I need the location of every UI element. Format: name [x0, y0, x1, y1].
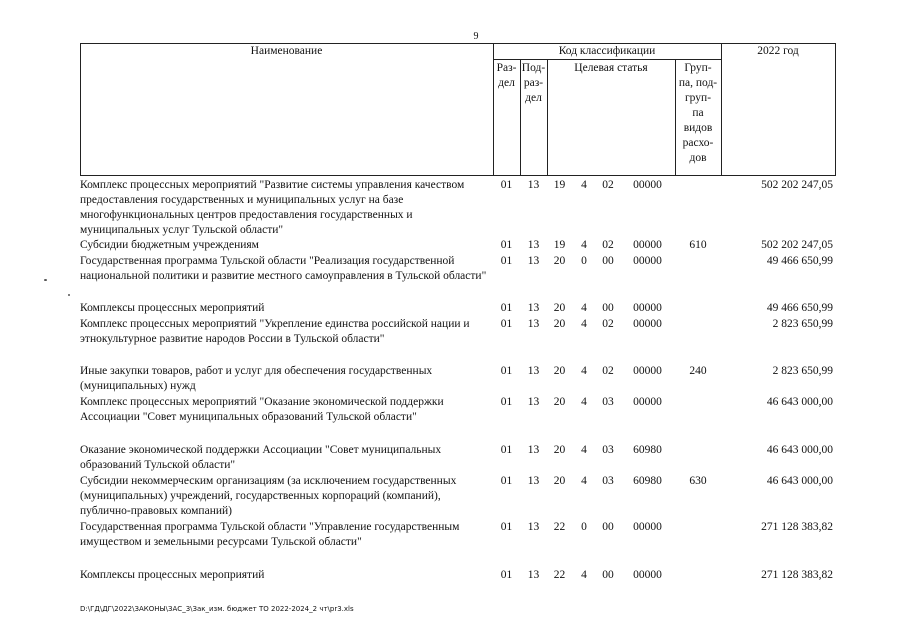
row-target-direction: 00000: [633, 239, 662, 251]
row-name: Комплексы процессных мероприятий: [80, 569, 265, 581]
row-amount: 502 202 247,05: [761, 239, 833, 251]
row-name: Государственная программа Тульской области "Реализация государственной национальной политики и развитие местного самоуправления в Тульской области": [80, 255, 487, 282]
row-target-type: 0: [581, 521, 587, 533]
row-amount: 271 128 383,82: [761, 521, 833, 533]
row-target-type: 0: [581, 255, 587, 267]
row-target-type: 4: [581, 569, 587, 581]
row-subsection: 13: [527, 302, 540, 314]
row-target-direction: 00000: [633, 255, 662, 267]
row-target-event: 03: [602, 396, 614, 408]
row-target-type: 4: [581, 318, 587, 330]
header-target-article: Целевая статья: [574, 62, 648, 74]
row-target-event: 00: [602, 302, 614, 314]
row-target-program: 20: [553, 255, 566, 267]
row-target-event: 02: [602, 239, 614, 251]
row-target-event: 03: [602, 475, 614, 487]
row-section: 01: [500, 569, 513, 581]
row-target-program: 20: [553, 444, 566, 456]
row-amount: 49 466 650,99: [766, 255, 833, 267]
row-target-direction: 00000: [633, 179, 662, 191]
row-amount: 46 643 000,00: [766, 475, 833, 487]
row-subsection: 13: [527, 475, 540, 487]
row-target-event: 02: [602, 318, 614, 330]
row-target-type: 4: [581, 365, 587, 377]
row-amount: 271 128 383,82: [761, 569, 833, 581]
row-target-type: 4: [581, 444, 587, 456]
scan-speck: [68, 294, 70, 296]
row-subsection: 13: [527, 444, 540, 456]
row-target-type: 4: [581, 396, 587, 408]
row-target-event: 02: [602, 179, 614, 191]
row-expense-group: 630: [689, 475, 707, 487]
row-expense-group: 610: [689, 239, 707, 251]
row-name: Оказание экономической поддержки Ассоциации "Совет муниципальных образований Тульской области": [80, 444, 442, 471]
row-target-direction: 00000: [633, 569, 662, 581]
row-name: Государственная программа Тульской области "Управление государственным имуществом и земельными ресурсами Тульской области": [80, 521, 460, 548]
row-section: 01: [500, 179, 513, 191]
row-target-direction: 60980: [633, 444, 662, 456]
row-target-program: 20: [553, 365, 566, 377]
file-path-footer: D:\ГД\ДГ\2022\ЗАКОНЫ\ЗАС_3\Зак_изм. бюджет ТО 2022-2024_2 чт\pr3.xls: [80, 605, 354, 613]
row-subsection: 13: [527, 318, 540, 330]
row-target-type: 4: [581, 475, 587, 487]
row-target-type: 4: [581, 302, 587, 314]
row-amount: 2 823 650,99: [772, 365, 833, 377]
row-subsection: 13: [527, 255, 540, 267]
row-target-direction: 00000: [633, 302, 662, 314]
row-amount: 46 643 000,00: [766, 444, 833, 456]
page-number: 9: [473, 31, 479, 42]
header-code-classification: Код классификации: [558, 45, 656, 57]
row-target-direction: 00000: [633, 365, 662, 377]
row-target-program: 22: [553, 569, 566, 581]
row-subsection: 13: [527, 179, 540, 191]
row-subsection: 13: [527, 569, 540, 581]
row-section: 01: [500, 444, 513, 456]
scan-speck: [44, 279, 47, 281]
row-name: Комплекс процессных мероприятий "Развитие системы управления качеством предоставления государственных и муниципальных услуг на базе многофункциональных центров предоставления государственных и муниципальных услуг Тульской области": [80, 179, 465, 236]
row-target-program: 20: [553, 396, 566, 408]
row-target-direction: 00000: [633, 396, 662, 408]
row-target-event: 00: [602, 255, 614, 267]
row-subsection: 13: [527, 521, 540, 533]
row-section: 01: [500, 239, 513, 251]
row-section: 01: [500, 521, 513, 533]
row-section: 01: [500, 318, 513, 330]
row-name: Комплексы процессных мероприятий: [80, 302, 265, 314]
row-section: 01: [500, 396, 513, 408]
row-target-program: 22: [553, 521, 566, 533]
row-amount: 46 643 000,00: [766, 396, 833, 408]
row-name: Субсидии некоммерческим организациям (за исключением государственных (муниципальных) учреждений, государственных корпораций (компаний), публично-правовых компаний): [80, 475, 457, 517]
row-section: 01: [500, 255, 513, 267]
row-target-program: 20: [553, 302, 566, 314]
row-target-direction: 60980: [633, 475, 662, 487]
row-amount: 2 823 650,99: [772, 318, 833, 330]
row-subsection: 13: [527, 239, 540, 251]
row-name: Субсидии бюджетным учреждениям: [80, 239, 259, 251]
row-target-type: 4: [581, 179, 587, 191]
row-expense-group: 240: [689, 365, 707, 377]
row-section: 01: [500, 302, 513, 314]
row-target-program: 19: [553, 239, 566, 251]
header-year: 2022 год: [757, 45, 799, 57]
row-amount: 502 202 247,05: [761, 179, 833, 191]
row-target-event: 02: [602, 365, 614, 377]
row-subsection: 13: [527, 396, 540, 408]
row-name: Комплекс процессных мероприятий "Оказание экономической поддержки Ассоциации "Совет муниципальных образований Тульской области": [80, 396, 444, 423]
row-name: Комплекс процессных мероприятий "Укрепление единства российской нации и этнокультурное развитие народов России в Тульской области": [80, 318, 470, 345]
row-target-program: 19: [553, 179, 566, 191]
row-target-event: 03: [602, 444, 614, 456]
row-amount: 49 466 650,99: [766, 302, 833, 314]
row-target-event: 00: [602, 521, 614, 533]
row-name: Иные закупки товаров, работ и услуг для обеспечения государственных (муниципальных) нужд: [80, 365, 433, 392]
row-target-type: 4: [581, 239, 587, 251]
row-subsection: 13: [527, 365, 540, 377]
row-section: 01: [500, 365, 513, 377]
row-target-event: 00: [602, 569, 614, 581]
row-target-direction: 00000: [633, 521, 662, 533]
row-target-direction: 00000: [633, 318, 662, 330]
row-target-program: 20: [553, 475, 566, 487]
header-name: Наименование: [250, 45, 323, 57]
row-section: 01: [500, 475, 513, 487]
row-target-program: 20: [553, 318, 566, 330]
